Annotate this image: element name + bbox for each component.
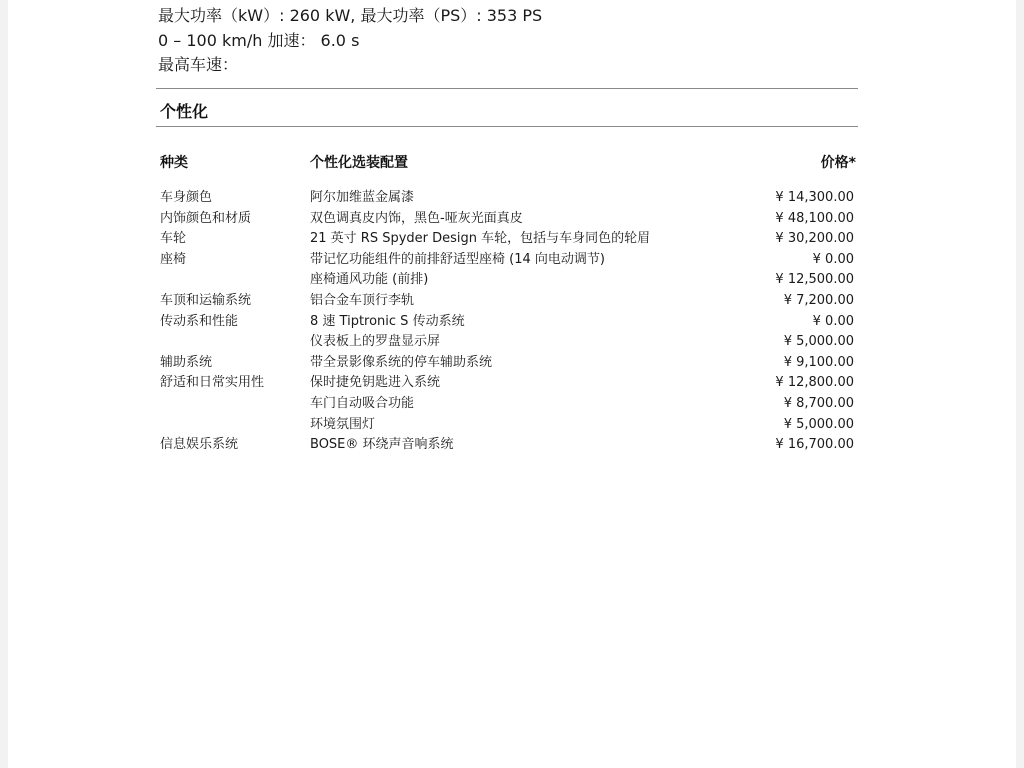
- row-category: 车身颜色: [160, 190, 213, 205]
- header-category: 种类: [160, 155, 188, 171]
- row-price: ¥ 30,200.00: [775, 231, 854, 247]
- top-speed-spec: 最高车速：: [158, 55, 239, 74]
- section-divider-bottom: [156, 126, 858, 127]
- row-price: ¥ 8,700.00: [783, 395, 854, 411]
- row-option: BOSE® 环绕声音响系统: [310, 437, 454, 453]
- table-row: [160, 250, 856, 271]
- table-row: [160, 394, 856, 415]
- row-price: ¥ 12,800.00: [775, 375, 854, 391]
- table-row: [160, 415, 856, 436]
- table-row: [160, 188, 856, 209]
- row-category: 座椅: [160, 251, 187, 267]
- row-price: ¥ 5,000.00: [783, 416, 854, 432]
- table-row: [160, 332, 856, 353]
- section-divider-top: [156, 88, 858, 89]
- row-price: ¥ 48,100.00: [775, 210, 854, 226]
- row-price: ¥ 0.00: [812, 313, 854, 329]
- row-option: 车门自动吸合功能: [310, 395, 415, 411]
- table-row: [160, 435, 856, 456]
- row-option: 仪表板上的罗盘显示屏: [310, 334, 441, 350]
- row-price: ¥ 5,000.00: [783, 334, 854, 350]
- table-row: [160, 270, 856, 291]
- row-option: 带记忆功能组件的前排舒适型座椅 (14 向电动调节): [310, 251, 605, 267]
- row-price: ¥ 16,700.00: [775, 437, 854, 453]
- row-option: 座椅通风功能 (前排): [310, 272, 429, 288]
- row-option: 带全景影像系统的停车辅助系统: [310, 354, 493, 370]
- row-category: 内饰颜色和材质: [160, 210, 252, 226]
- row-price: ¥ 0.00: [812, 251, 854, 267]
- document-page: [8, 0, 1016, 768]
- engine-specs: [158, 4, 542, 78]
- row-category: 车轮: [160, 231, 187, 247]
- table-row: [160, 209, 856, 230]
- table-row: [160, 291, 856, 312]
- options-table: [160, 152, 856, 456]
- row-price: ¥ 12,500.00: [775, 272, 854, 288]
- row-price: ¥ 9,100.00: [783, 354, 854, 370]
- table-row: [160, 353, 856, 374]
- row-option: 8 速 Tiptronic S 传动系统: [310, 313, 465, 329]
- header-price: 价格*: [820, 155, 856, 171]
- table-row: [160, 229, 856, 250]
- table-row: [160, 373, 856, 394]
- section-title: 个性化: [160, 102, 209, 121]
- row-category: 辅助系统: [160, 354, 213, 370]
- table-header: [160, 152, 856, 188]
- row-price: ¥ 7,200.00: [783, 292, 854, 308]
- row-category: 舒适和日常实用性: [160, 375, 265, 391]
- row-price: ¥ 14,300.00: [775, 190, 854, 205]
- header-option: 个性化选装配置: [310, 155, 408, 171]
- row-category: 车顶和运输系统: [160, 292, 252, 308]
- row-option: 环境氛围灯: [310, 416, 376, 432]
- row-category: 传动系和性能: [160, 313, 239, 329]
- table-row: [160, 312, 856, 333]
- row-option: 保时捷免钥匙进入系统: [310, 375, 441, 391]
- row-option: 双色调真皮内饰，黑色-哑灰光面真皮: [310, 210, 523, 226]
- power-spec: 最大功率（kW）: 260 kW, 最大功率（PS）: 353 PS: [158, 6, 543, 25]
- row-option: 21 英寸 RS Spyder Design 车轮，包括与车身同色的轮眉: [310, 231, 651, 247]
- acceleration-spec: 0 – 100 km/h 加速： 6.0 s: [158, 30, 360, 50]
- row-option: 阿尔加维蓝金属漆: [310, 190, 415, 205]
- row-option: 铝合金车顶行李轨: [310, 292, 415, 308]
- row-category: 信息娱乐系统: [160, 437, 239, 453]
